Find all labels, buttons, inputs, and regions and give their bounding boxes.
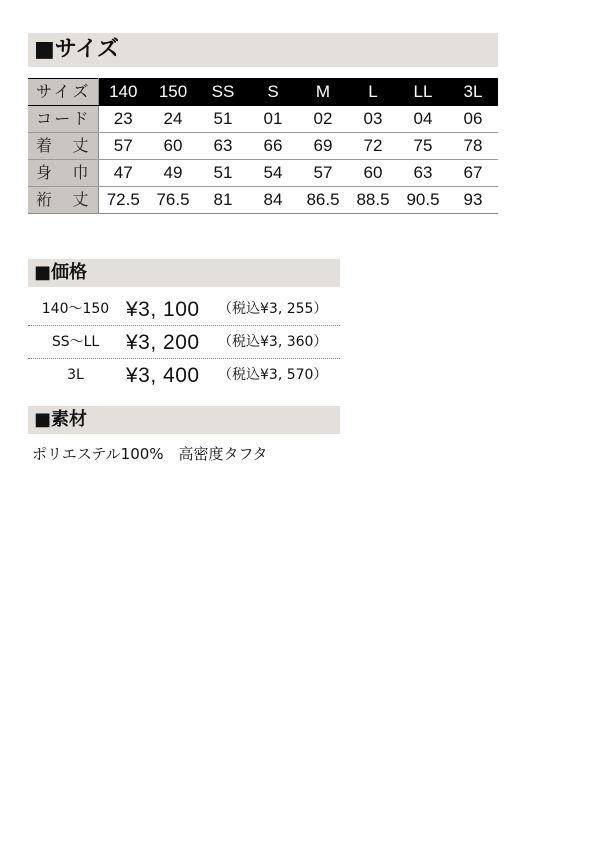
row-label: 身巾 <box>28 160 98 187</box>
price-section-title: ■価格 <box>28 259 340 287</box>
size-header-row <box>28 79 498 106</box>
size-header-cell: LL <box>398 79 448 106</box>
price-tax-included: （税込¥3, 360） <box>218 334 328 350</box>
table-cell: 69 <box>298 133 348 160</box>
size-header-cell: M <box>298 79 348 106</box>
size-header-cell: 140 <box>98 79 148 106</box>
table-cell: 93 <box>448 187 498 214</box>
row-label: 裄丈 <box>28 187 98 214</box>
table-cell: 06 <box>448 106 498 133</box>
table-cell: 02 <box>298 106 348 133</box>
price-amount: ¥3, 100 <box>126 298 200 321</box>
size-table <box>28 78 498 214</box>
price-row <box>28 326 340 359</box>
table-cell: 54 <box>248 160 298 187</box>
price-tax-included: （税込¥3, 255） <box>218 301 328 317</box>
table-cell: 81 <box>198 187 248 214</box>
size-header-cell: SS <box>198 79 248 106</box>
table-cell: 63 <box>398 160 448 187</box>
size-table-row-sleeve <box>28 187 498 214</box>
table-cell: 63 <box>198 133 248 160</box>
table-cell: 23 <box>98 106 148 133</box>
table-cell: 60 <box>348 160 398 187</box>
table-cell: 90.5 <box>398 187 448 214</box>
material-description: ポリエステル100% 高密度タフタ <box>32 445 268 463</box>
size-table-row-length <box>28 133 498 160</box>
table-cell: 51 <box>198 106 248 133</box>
price-row <box>28 293 340 326</box>
table-cell: 78 <box>448 133 498 160</box>
table-cell: 03 <box>348 106 398 133</box>
table-cell: 24 <box>148 106 198 133</box>
table-cell: 84 <box>248 187 298 214</box>
table-cell: 04 <box>398 106 448 133</box>
size-header-cell: 150 <box>148 79 198 106</box>
table-cell: 60 <box>148 133 198 160</box>
table-cell: 47 <box>98 160 148 187</box>
table-cell: 72.5 <box>98 187 148 214</box>
row-label: コード <box>28 106 98 133</box>
price-size-range: 140〜150 <box>41 301 110 317</box>
table-cell: 67 <box>448 160 498 187</box>
table-cell: 01 <box>248 106 298 133</box>
size-header-cell: S <box>248 79 298 106</box>
table-cell: 72 <box>348 133 398 160</box>
table-cell: 57 <box>298 160 348 187</box>
row-label: 着丈 <box>28 133 98 160</box>
table-cell: 86.5 <box>298 187 348 214</box>
price-size-range: 3L <box>67 367 84 383</box>
size-header-cell: 3L <box>448 79 498 106</box>
price-amount: ¥3, 200 <box>126 331 200 354</box>
table-cell: 88.5 <box>348 187 398 214</box>
size-table-row-code <box>28 106 498 133</box>
size-header-label: サイズ <box>28 79 98 106</box>
price-amount: ¥3, 400 <box>126 364 200 387</box>
table-cell: 51 <box>198 160 248 187</box>
table-cell: 66 <box>248 133 298 160</box>
table-cell: 49 <box>148 160 198 187</box>
price-size-range: SS〜LL <box>51 334 100 350</box>
table-cell: 75 <box>398 133 448 160</box>
table-cell: 76.5 <box>148 187 198 214</box>
price-tax-included: （税込¥3, 570） <box>218 367 328 383</box>
table-cell: 57 <box>98 133 148 160</box>
size-header-cell: L <box>348 79 398 106</box>
material-section-title: ■素材 <box>28 406 340 434</box>
size-table-row-width <box>28 160 498 187</box>
price-row <box>28 359 340 392</box>
size-section-title: ■サイズ <box>28 33 498 67</box>
